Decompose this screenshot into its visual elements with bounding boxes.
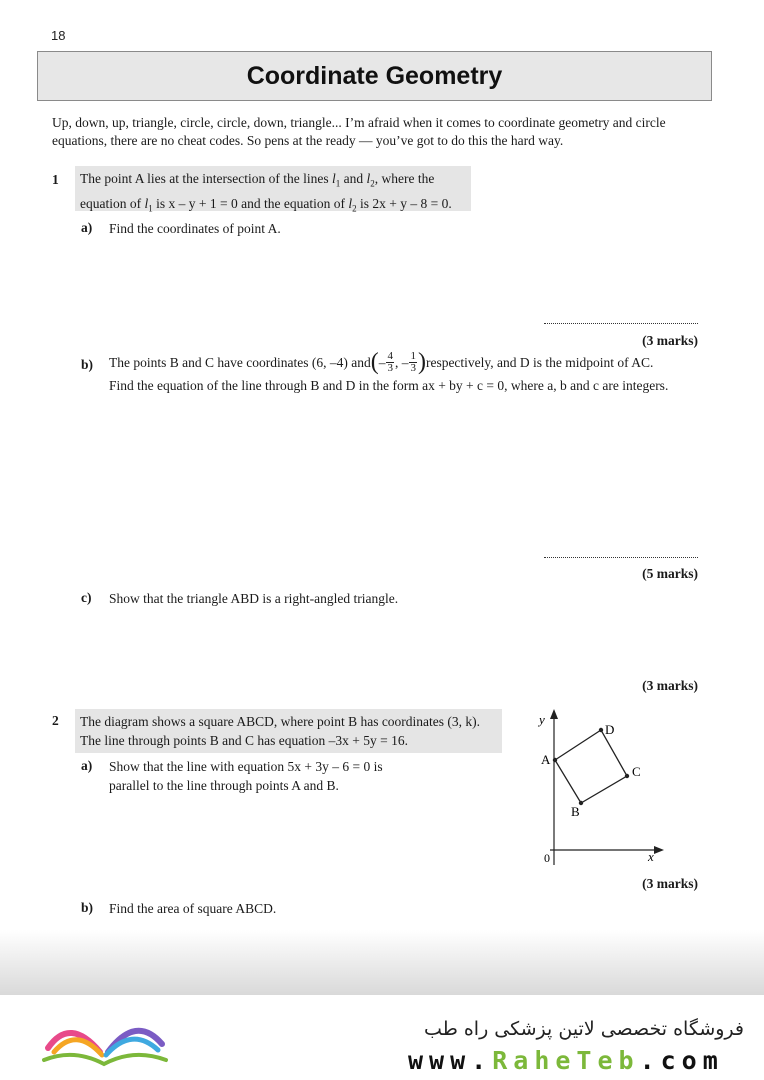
- label-a: A: [541, 752, 551, 767]
- q2a-text: [109, 757, 383, 795]
- paren-close: ): [417, 349, 426, 375]
- paren-open: (: [370, 349, 379, 375]
- subscript: 2: [352, 203, 357, 214]
- equation-l2: 2x + y – 8 = 0.: [372, 195, 452, 211]
- q1-stem-line2: [80, 194, 466, 219]
- y-label: y: [539, 712, 545, 727]
- q1a-text: Find the coordinates of point A.: [109, 221, 281, 236]
- title-banner: [37, 51, 712, 101]
- q1b-answer-line[interactable]: [544, 556, 698, 558]
- q1-stem-text: and the equation of: [237, 195, 349, 211]
- q1b-line1: [109, 348, 709, 376]
- q2b-text: Find the area of square ABCD.: [109, 901, 277, 916]
- square-diagram: [530, 705, 670, 870]
- q1a-letter: a): [81, 220, 93, 235]
- footer-fade: [0, 930, 764, 995]
- store-url[interactable]: [408, 1046, 724, 1075]
- l-symbol: l: [144, 195, 149, 211]
- q1-number: 1: [52, 172, 59, 187]
- page-title: Coordinate Geometry: [246, 61, 503, 90]
- q1c-marks: (3 marks): [642, 678, 698, 693]
- l-symbol: l: [331, 171, 336, 186]
- l-symbol: l: [348, 195, 353, 211]
- url-prefix: www.: [408, 1046, 493, 1075]
- q2a-line1: Show that the line with equation 5x + 3y – 6 = 0 is: [109, 759, 383, 774]
- q1b-marks: (5 marks): [642, 566, 698, 581]
- equation-l1: x – y + 1 = 0: [168, 195, 238, 211]
- q1a-answer-line[interactable]: [544, 322, 698, 324]
- q1-stem-text: The point A lies at the intersection of the lines: [80, 171, 332, 186]
- y-axis-arrow: [550, 709, 558, 719]
- point-a: [553, 758, 557, 762]
- store-name: فروشگاه تخصصی لاتین پزشکی راه طب: [424, 1018, 744, 1040]
- q1b-line2: Find the equation of the line through B and D in the form ax + by + c = 0, where a, b and c are integers.: [109, 378, 669, 393]
- subscript: 2: [370, 178, 375, 189]
- q1-stem-text: and: [340, 171, 367, 186]
- point-c: [625, 774, 629, 778]
- square-abcd: [555, 730, 627, 803]
- q1-stem-line1: [80, 169, 466, 194]
- q1b-text-part: respectively, and D is the midpoint of AC.: [425, 354, 654, 370]
- x-label: x: [648, 849, 654, 864]
- comma: , –: [394, 354, 409, 370]
- q1-stem-text: is: [356, 195, 373, 211]
- label-b: B: [571, 804, 580, 819]
- q1-stem-text: is: [152, 195, 169, 211]
- open-book-logo: [40, 1008, 170, 1070]
- url-suffix: .com: [639, 1046, 724, 1075]
- label-d: D: [605, 722, 615, 737]
- minus-sign: –: [378, 354, 386, 370]
- intro-text: Up, down, up, triangle, circle, circle, down, triangle... I’m afraid when it comes to coordinate geometry and circle equations, there are no cheat codes. So pens at the ready — you’ve got to do this the hard way.: [52, 115, 666, 148]
- q2a-letter: a): [81, 758, 93, 773]
- q1-stem-text: equation of: [80, 195, 145, 211]
- q1c-letter: c): [81, 590, 92, 605]
- q2b-letter: b): [81, 900, 94, 915]
- q2-stem: [75, 709, 502, 753]
- q2-number: 2: [52, 713, 59, 728]
- q1b-text-part: The points B and C have coordinates (6, –4) and: [109, 354, 371, 370]
- subscript: 1: [148, 203, 153, 214]
- x-axis-arrow: [654, 846, 664, 854]
- q1-stem: [75, 166, 471, 214]
- subscript: 1: [335, 178, 341, 189]
- q2-stem-line2: The line through points B and C has equation –3x + 5y = 16.: [80, 733, 408, 748]
- q2a-marks: (3 marks): [642, 876, 698, 891]
- q1b-text: [109, 348, 709, 395]
- page-number: 18: [51, 28, 66, 43]
- q2-stem-line1: The diagram shows a square ABCD, where point B has coordinates (3, k).: [80, 714, 481, 729]
- q1b-letter: b): [81, 357, 94, 372]
- fraction-1-3: $\frac{1}{3}$: [410, 349, 416, 374]
- q1-stem-text: , where the: [374, 171, 435, 186]
- l-symbol: l: [366, 171, 371, 186]
- point-d: [599, 728, 603, 732]
- q1a-marks: (3 marks): [642, 333, 698, 348]
- url-accent: RaheTeb: [492, 1046, 640, 1075]
- q2a-line2: parallel to the line through points A and B.: [109, 778, 339, 793]
- label-c: C: [632, 764, 641, 779]
- q1c-text: Show that the triangle ABD is a right-angled triangle.: [109, 591, 399, 606]
- origin-label: 0: [544, 851, 550, 865]
- fraction-4-3: $\frac{4}{3}$: [387, 349, 393, 374]
